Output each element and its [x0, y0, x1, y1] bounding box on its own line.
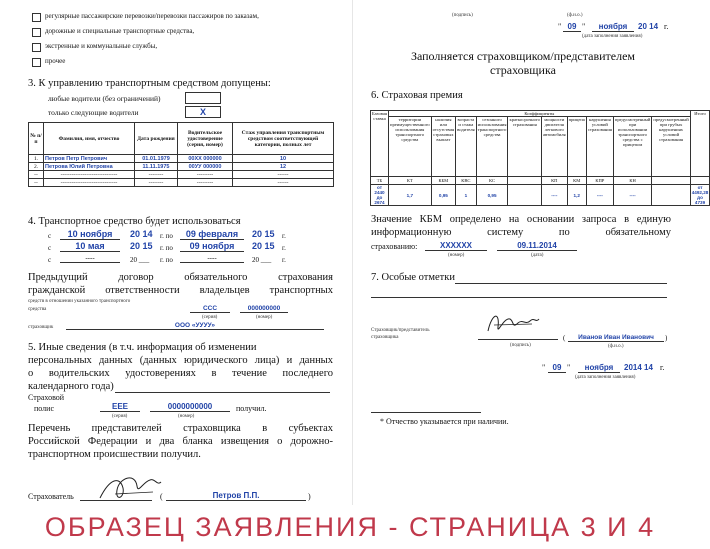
insurer-label: страховщик: [28, 325, 54, 330]
period-to-date: 09 ноября: [180, 241, 244, 252]
code-cell: КБМ: [431, 177, 455, 185]
checkbox[interactable]: [32, 43, 41, 52]
code-cell: КТ: [389, 177, 432, 185]
value-cell: от 4492,28 до 4739: [691, 185, 709, 205]
section7-line1: [455, 283, 667, 284]
period-from-prefix: с: [48, 256, 52, 264]
checkbox[interactable]: [32, 28, 41, 37]
prev-contract-line4: средства: [28, 307, 47, 312]
policy-label2: полис: [34, 404, 54, 413]
code-cell: КМ: [567, 177, 586, 185]
period-to-prefix: г. по: [160, 256, 173, 264]
code-cell: [690, 177, 710, 185]
value-cell: 0,95: [476, 185, 508, 206]
top-date-day: 09: [563, 22, 581, 32]
section5-line4: календарного года): [28, 381, 114, 392]
header-cell: Итого: [690, 111, 710, 177]
policy-received: получил.: [236, 404, 267, 413]
footnote-rule: [371, 412, 481, 413]
right-heading-line2: страховщика: [490, 63, 556, 77]
header-cell: № п/п: [29, 123, 44, 155]
rep-label-line2: страховщика: [371, 335, 399, 340]
table-row: [29, 171, 334, 179]
prev-contract-line2: гражданской ответственности владельцев транспортных: [28, 285, 333, 296]
series-caption: (серия): [202, 315, 218, 320]
top-date-month: ноября: [592, 22, 634, 32]
cell: 01.01.1979: [135, 155, 178, 163]
period-to-date: ----: [180, 254, 244, 263]
header-cell: Фамилия, имя, отчество: [44, 123, 135, 155]
cell: ---------: [178, 179, 233, 187]
bottom-date-day: 09: [548, 363, 566, 373]
period-to-date: 09 февраля: [180, 229, 244, 240]
policyholder-label: Страхователь: [28, 492, 74, 501]
checkbox-label: прочее: [45, 57, 66, 65]
right-heading-line1: Заполняется страховщиком/представителем: [410, 49, 636, 63]
rep-sign-line: [478, 339, 558, 340]
page-caption: ОБРАЗЕЦ ЗАЯВЛЕНИЯ - СТРАНИЦА 3 И 4: [44, 512, 656, 542]
cell: 1.: [29, 155, 44, 163]
period-year-suffix: г.: [282, 256, 286, 264]
page-divider: [352, 0, 353, 505]
kbm-number-caption: (номер): [448, 253, 465, 258]
rep-fio-caption: (ф.и.о.): [608, 344, 624, 349]
header-cell: предусмотренный при грубых нарушениях условий страхования: [652, 117, 690, 177]
header-cell: краткосрочного страхования: [508, 117, 542, 177]
coef-header: Коэффициенты: [389, 111, 691, 117]
value-cell: 1: [456, 185, 477, 206]
policyholder-paren-open: (: [160, 492, 163, 501]
value-cell: 1,2: [567, 185, 586, 206]
table-row: [29, 179, 334, 187]
policyholder-name: Петров П.П.: [166, 491, 306, 501]
cell: 00УУ 000000: [178, 163, 233, 171]
prev-contract-line1: Предыдущий договор обязательного страхования: [28, 272, 333, 283]
bottom-date-suffix: г.: [660, 363, 665, 372]
perechen-line2: Российской Федерации и два бланка извещения о дорожно-: [28, 436, 333, 447]
top-fio-caption: (ф.и.о.): [567, 13, 583, 18]
cell: ------: [233, 179, 334, 187]
kbm-date-caption: (дата): [531, 253, 544, 258]
period-to-year: 20 15: [252, 241, 275, 251]
period-to-prefix: г. по: [160, 232, 173, 240]
section5-fill-line: [115, 392, 330, 393]
header-cell: наличия или отсутствия страховых выплат: [431, 117, 455, 177]
table-row: [29, 163, 334, 171]
code-cell: КВС: [456, 177, 477, 185]
value-cell: 0,95: [431, 185, 455, 206]
premium-subheader-row: [371, 117, 710, 177]
policy-series: ЕЕЕ: [100, 402, 140, 412]
period-year-suffix: г.: [282, 232, 286, 240]
cell: 11.11.1975: [135, 163, 178, 171]
top-date-suffix: г.: [664, 22, 669, 31]
header-cell: Дата рождения: [135, 123, 178, 155]
number-caption: (номер): [256, 315, 273, 320]
section5-line3: о водительских удостоверениях в течение последнего: [28, 368, 333, 379]
value-cell: 1,7: [389, 185, 432, 206]
rep-paren-open: (: [563, 334, 566, 342]
kbm-line2: информационную систему по обязательному: [371, 227, 671, 238]
cell: 00ХХ 000000: [178, 155, 233, 163]
premium-table: [370, 110, 710, 206]
policy-series-caption: (серия): [112, 414, 128, 419]
section4-title: 4. Транспортное средство будет использоваться: [28, 216, 241, 227]
policyholder-signature-icon: [95, 468, 165, 508]
value-cell: ----: [586, 185, 613, 206]
rep-signature-icon: [482, 305, 542, 343]
section5-line1: 5. Иные сведения (в т.ч. информация об изменении: [28, 342, 257, 353]
drivers-table-header: [29, 123, 334, 155]
top-sign-caption: (подпись): [452, 13, 473, 18]
code-cell: КПР: [586, 177, 613, 185]
cell: -------------------------------: [44, 171, 135, 179]
bottom-date-year: 2014 14: [624, 363, 653, 372]
bottom-date-month: ноября: [578, 363, 620, 373]
checkbox-label: регулярные пассажирские перевозки/перевозки пассажиров по заказам,: [45, 12, 259, 20]
top-date-quote: ": [558, 22, 562, 31]
prev-contract-number: 000000000: [240, 305, 288, 313]
rep-label-line1: Страховщик/представитель: [371, 328, 430, 333]
bottom-date-caption: (дата заполнения заявления): [575, 375, 636, 380]
cell: 2.: [29, 163, 44, 171]
kbm-line1: Значение КБМ определено на основании запроса в единую: [371, 214, 671, 225]
cell: ------: [233, 171, 334, 179]
cell: Петров Петр Петрович: [44, 155, 135, 163]
cell: ---------: [178, 171, 233, 179]
code-cell: ТБ: [371, 177, 389, 185]
prev-contract-line3: средств в отношении указанного транспортного: [28, 299, 131, 304]
section6-title: 6. Страховая премия: [371, 90, 463, 101]
cell: 10: [233, 155, 334, 163]
period-from-prefix: с: [48, 232, 52, 240]
period-from-date: 10 ноября: [60, 229, 120, 240]
table-row: [29, 155, 334, 163]
checkbox-label: экстренные и коммунальные службы,: [45, 42, 158, 50]
drivers-table: [28, 122, 334, 187]
cell: --: [29, 179, 44, 187]
bottom-date-quote: ": [542, 363, 546, 372]
value-cell: [508, 185, 542, 206]
footnote: * Отчество указывается при наличии.: [380, 417, 509, 426]
code-cell: КП: [541, 177, 567, 185]
premium-values-row: [371, 185, 710, 206]
cell: 12: [233, 163, 334, 171]
rep-paren-close: ): [665, 334, 668, 342]
insurer-value: ООО «УУУУ»: [66, 322, 324, 330]
checkbox[interactable]: [32, 13, 41, 22]
rep-sign-caption: (подпись): [510, 343, 531, 348]
rep-name: Иванов Иван Иванович: [568, 334, 664, 342]
header-cell: Базовая ставка: [371, 111, 389, 177]
header-cell: возраста и стажа водителя: [456, 117, 477, 177]
premium-codes-row: [371, 177, 710, 185]
kbm-number: XXXXXX: [425, 241, 487, 251]
kbm-line3: страхованию:: [371, 242, 418, 251]
policy-number: 0000000000: [150, 402, 230, 412]
kbm-date: 09.11.2014: [497, 241, 577, 251]
cell: Петрова Юлий Петровна: [44, 163, 135, 171]
header-cell: Водительское удостоверение (серия, номер): [178, 123, 233, 155]
perechen-line3: транспортном происшествии получил.: [28, 449, 201, 460]
any-drivers-box[interactable]: [185, 92, 221, 104]
cell: --------: [135, 171, 178, 179]
prev-contract-series: ССС: [190, 305, 230, 313]
period-from-date: 10 мая: [60, 241, 120, 252]
listed-drivers-mark[interactable]: Х: [185, 106, 221, 118]
header-cell: нарушения условий страхования: [586, 117, 613, 177]
value-cell: [652, 185, 690, 206]
cell: -------------------------------: [44, 179, 135, 187]
period-from-year: 20 ___: [130, 256, 150, 264]
code-cell: КС: [476, 177, 508, 185]
header-cell: прицепа: [567, 117, 586, 177]
bottom-date-quote2: ": [567, 363, 571, 372]
any-drivers-label: любые водители (без ограничений): [48, 94, 161, 103]
period-from-year: 20 14: [130, 229, 153, 239]
header-cell: предусмотренный при использовании транспортного средства с прицепом: [613, 117, 651, 177]
period-to-year: 20 15: [252, 229, 275, 239]
header-cell: Стаж управления транспортным средством соответствующей категории, полных лет: [233, 123, 334, 155]
top-date-quote2: ": [582, 22, 586, 31]
period-from-date: ----: [60, 254, 120, 263]
period-year-suffix: г.: [282, 244, 286, 252]
listed-drivers-label: только следующие водители: [48, 108, 139, 117]
header-cell: территории преимущественного использования транспортного средства: [389, 117, 432, 177]
perechen-line1: Перечень представителей страховщика в субъектах: [28, 423, 333, 434]
value-cell: ----: [613, 185, 651, 206]
section7-title: 7. Особые отметки: [371, 272, 455, 283]
period-to-year: 20 ___: [252, 256, 272, 264]
header-cell: сезонного использования транспортного средства: [476, 117, 508, 177]
checkbox[interactable]: [32, 58, 41, 67]
section7-line2: [371, 297, 667, 298]
top-date-caption: (дата заполнения заявления): [582, 34, 643, 39]
period-from-year: 20 15: [130, 241, 153, 251]
top-date-year: 20 14: [638, 22, 659, 31]
value-cell: от 2440 до 2674: [371, 185, 389, 206]
section5-line2: персональных данных (данных юридического лица) и данных: [28, 355, 333, 366]
section3-title: 3. К управлению транспортным средством допущены:: [28, 78, 271, 89]
policy-number-caption: (номер): [178, 414, 195, 419]
cell: --------: [135, 179, 178, 187]
code-cell: КН: [613, 177, 651, 185]
header-cell: мощности двигателя легкового автомобиля: [541, 117, 567, 177]
cell: --: [29, 171, 44, 179]
code-cell: [508, 177, 542, 185]
period-to-prefix: г. по: [160, 244, 173, 252]
checkbox-label: дорожные и специальные транспортные средства,: [45, 27, 195, 35]
policyholder-paren-close: ): [308, 492, 311, 501]
policy-label1: Страховой: [28, 393, 65, 402]
code-cell: [652, 177, 690, 185]
value-cell: ----: [541, 185, 567, 206]
period-from-prefix: с: [48, 244, 52, 252]
